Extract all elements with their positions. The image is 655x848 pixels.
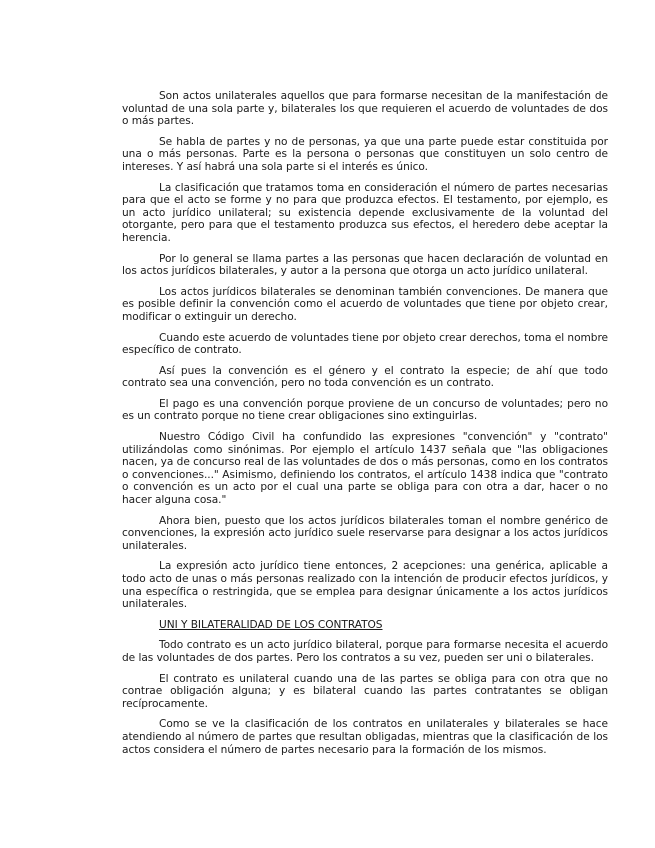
paragraph-partes-personas: Se habla de partes y no de personas, ya que una parte puede estar constituida por una o más personas. Parte es la persona o personas que constituyen un solo centro de intereses. Y así habrá una sola parte si el interés es único.: [122, 135, 608, 173]
paragraph-codigo-civil: Nuestro Código Civil ha confundido las expresiones "convención" y "contrato" utilizándolas como sinónimas. Por ejemplo el artículo 1437 señala que "las obligaciones nacen, ya de concurso real de las voluntades de dos o más personas, como en los contratos o convenciones..." Asimismo, definiendo los contratos, el artículo 1438 indica que "contrato o convención es un acto por el cual una parte se obliga para con otra a dar, hacer o no hacer alguna cosa.": [122, 431, 608, 507]
paragraph-clasificacion: La clasificación que tratamos toma en consideración el número de partes necesarias para que el acto se forme y no para que produzca efectos. El testamento, por ejemplo, es un acto jurídico unilateral; su existencia depende exclusivamente de la voluntad del otorgante, pero para que el testamento produzca sus efectos, el heredero debe aceptar la herencia.: [122, 181, 608, 244]
paragraph-todo-contrato: Todo contrato es un acto jurídico bilateral, porque para formarse necesita el acuerdo de las voluntades de dos partes. Pero los contratos a su vez, pueden ser uni o bilaterales.: [122, 639, 608, 664]
paragraph-ahora-bien: Ahora bien, puesto que los actos jurídicos bilaterales toman el nombre genérico de convenciones, la expresión acto jurídico suele reservarse para designar a los actos jurídicos unilaterales.: [122, 514, 608, 552]
paragraph-contrato: Cuando este acuerdo de voluntades tiene por objeto crear derechos, toma el nombre específico de contrato.: [122, 331, 608, 357]
paragraph-partes-autor: Por lo general se llama partes a las personas que hacen declaración de voluntad en los actos jurídicos bilaterales, y autor a la persona que otorga un acto jurídico unilateral.: [122, 252, 608, 278]
paragraph-acepciones: La expresión acto jurídico tiene entonces, 2 acepciones: una genérica, aplicable a todo acto de unas o más personas realizado con la intención de producir efectos jurídicos, y una específica o restringida, que se emplea para designar únicamente a los actos jurídicos unilaterales.: [122, 560, 608, 611]
paragraph-pago: El pago es una convención porque proviene de un concurso de voluntades; pero no es un contrato porque no tiene crear obligaciones sino extinguirlas.: [122, 397, 608, 423]
paragraph-genero-especie: Así pues la convención es el género y el contrato la especie; de ahí que todo contrato sea una convención, pero no toda convención es un contrato.: [122, 364, 608, 390]
paragraph-clasificacion-contratos: Como se ve la clasificación de los contratos en unilaterales y bilaterales se hace atendiendo al número de partes que resultan obligadas, mientras que la clasificación de los actos considera el número de partes necesario para la formación de los mismos.: [122, 718, 608, 756]
section-heading: UNI Y BILATERALIDAD DE LOS CONTRATOS: [159, 618, 383, 631]
paragraph-convenciones: Los actos jurídicos bilaterales se denominan también convenciones. De manera que es posible definir la convención como el acuerdo de voluntades que tiene por objeto crear, modificar o extinguir un derecho.: [122, 285, 608, 323]
paragraph-contrato-unilateral: El contrato es unilateral cuando una de las partes se obliga para con otra que no contrae obligación alguna; y es bilateral cuando las partes contratantes se obligan recíprocamente.: [122, 672, 608, 710]
paragraph-actos-unilaterales: Son actos unilaterales aquellos que para formarse necesitan de la manifestación de voluntad de una sola parte y, bilaterales los que requieren el acuerdo de voluntades de dos o más partes.: [122, 90, 608, 128]
document-page: [122, 90, 608, 764]
